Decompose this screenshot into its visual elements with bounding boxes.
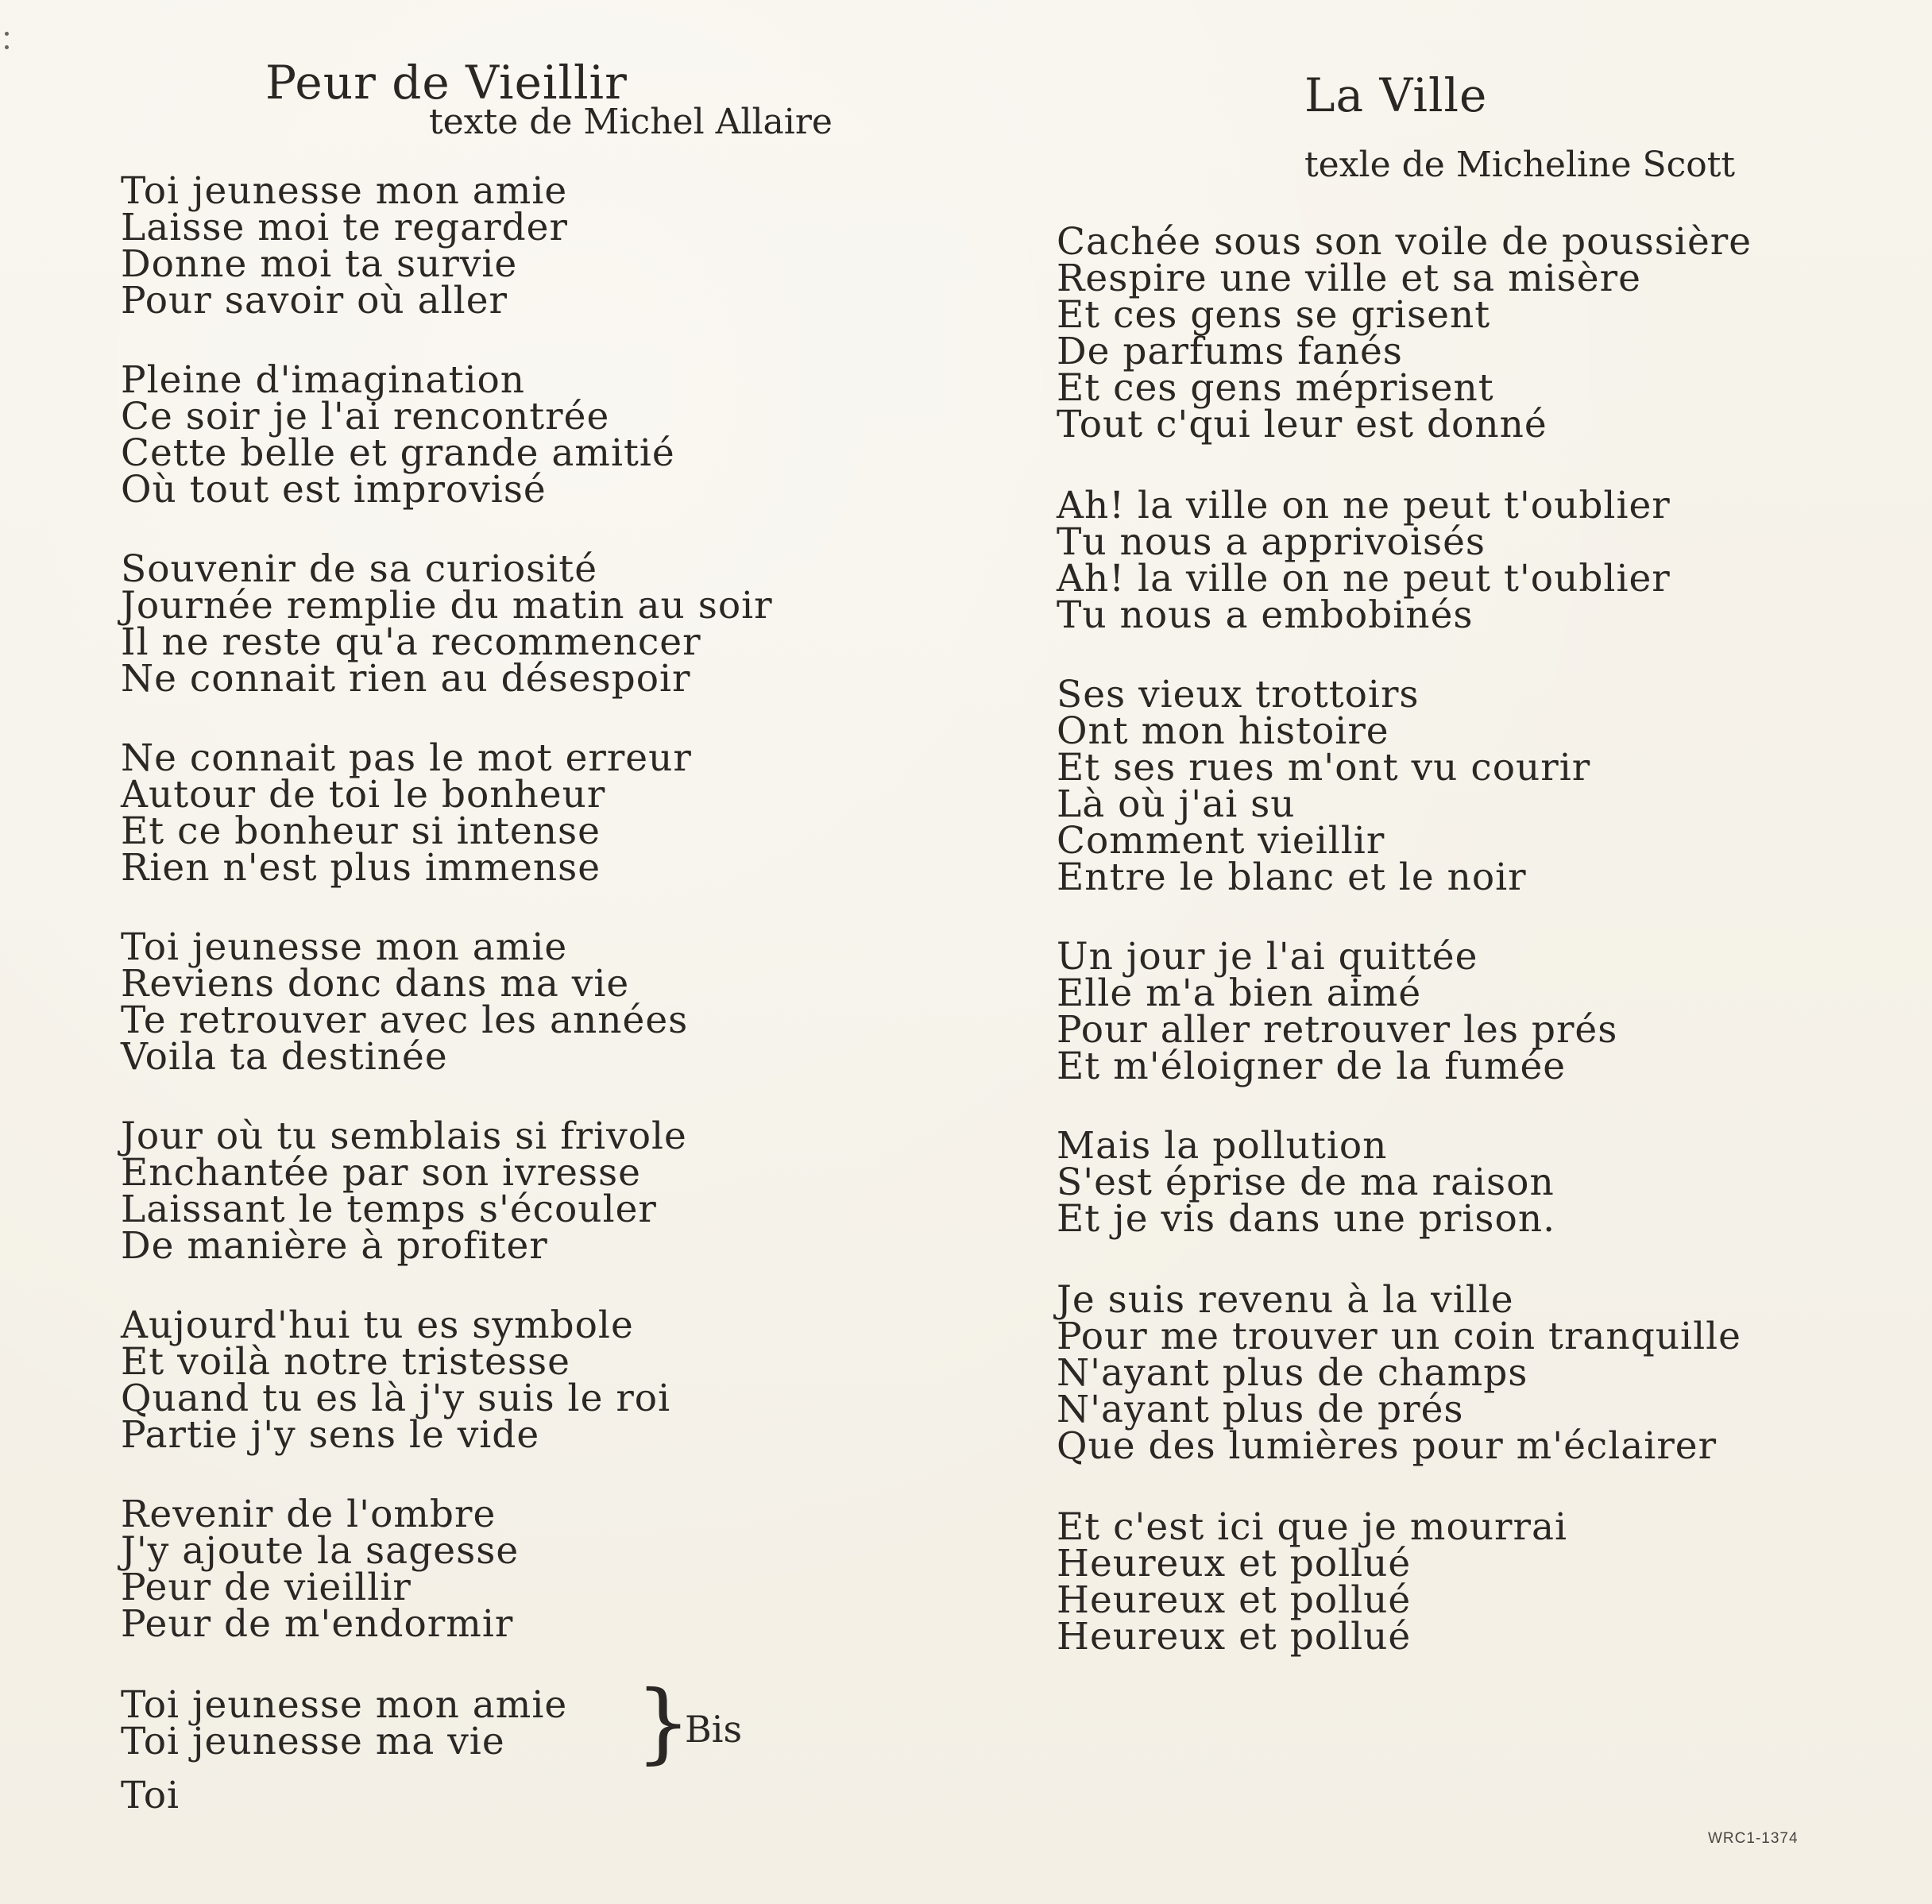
lyric-line: Donne moi ta survie	[121, 242, 518, 286]
lyric-line: Et ses rues m'ont vu courir	[1057, 746, 1591, 790]
lyric-line: Jour où tu semblais si frivole	[121, 1114, 687, 1158]
right-song-title: La Ville	[1304, 68, 1488, 122]
stanza	[121, 1114, 687, 1268]
lyric-line: Que des lumières pour m'éclairer	[1057, 1424, 1718, 1468]
lyric-line: S'est éprise de ma raison	[1057, 1161, 1555, 1204]
refrain-bis-block	[121, 1671, 836, 1846]
lyric-line: De parfums fanés	[1057, 330, 1403, 373]
lyric-line: Souvenir de sa curiosité	[121, 547, 598, 591]
lyric-line: Peur de vieillir	[121, 1566, 412, 1609]
lyric-line: Mais la pollution	[1057, 1124, 1388, 1168]
edge-marks	[5, 32, 13, 64]
bis-label: Bis	[685, 1708, 743, 1751]
right-song-author: texle de Micheline Scott	[1304, 145, 1736, 185]
lyric-line: Ce soir je l'ai rencontrée	[121, 395, 610, 438]
lyric-line: Pleine d'imagination	[121, 358, 526, 402]
stanza	[1057, 935, 1618, 1088]
lyric-line: Heureux et pollué	[1057, 1542, 1412, 1585]
lyric-line: Ah! la ville on ne peut t'oublier	[1057, 557, 1671, 601]
stanza	[1057, 1278, 1741, 1468]
lyric-line: Ses vieux trottoirs	[1057, 673, 1420, 716]
lyric-line: Cette belle et grande amitié	[121, 431, 675, 475]
lyric-line: Un jour je l'ai quittée	[1057, 935, 1478, 979]
lyric-line: Te retrouver avec les années	[121, 998, 689, 1042]
lyric-line: Toi jeunesse mon amie	[121, 1683, 568, 1727]
lyric-line: Pour savoir où aller	[121, 279, 508, 322]
stanza	[1057, 1505, 1568, 1659]
lyric-line: Il ne reste qu'a recommencer	[121, 620, 701, 664]
lyric-line: Et je vis dans une prison.	[1057, 1197, 1556, 1241]
lyric-line: Et ces gens méprisent	[1057, 366, 1494, 410]
lyric-line: Je suis revenu à la ville	[1057, 1278, 1514, 1322]
lyric-line: Tu nous a apprivoisés	[1057, 520, 1486, 564]
lyric-line: Ont mon histoire	[1057, 709, 1389, 753]
stanza	[1057, 1124, 1556, 1241]
lyric-line: Heureux et pollué	[1057, 1578, 1412, 1622]
lyric-line: N'ayant plus de prés	[1057, 1388, 1464, 1431]
lyric-line: Toi jeunesse ma vie	[121, 1720, 505, 1763]
lyric-line: Peur de m'endormir	[121, 1602, 514, 1646]
lyric-line: Et voilà notre tristesse	[121, 1340, 570, 1384]
lyric-line: Voila ta destinée	[121, 1035, 448, 1079]
stanza	[1057, 484, 1671, 637]
lyric-line: Revenir de l'ombre	[121, 1493, 497, 1536]
lyric-line: Toi jeunesse mon amie	[121, 169, 568, 213]
left-song-title: Peur de Vieillir	[265, 56, 628, 110]
brace-mark: }	[636, 1671, 691, 1773]
lyric-line: Toi jeunesse mon amie	[121, 925, 568, 969]
lyric-line: Et c'est ici que je mourrai	[1057, 1505, 1568, 1549]
lyric-line: Aujourd'hui tu es symbole	[121, 1303, 634, 1347]
stanza	[121, 169, 568, 322]
lyric-line: Elle m'a bien aimé	[1057, 971, 1422, 1015]
lyric-line: Rien n'est plus immense	[121, 846, 601, 890]
lyric-line: Quand tu es là j'y suis le roi	[121, 1377, 671, 1420]
stanza	[121, 547, 773, 701]
lyric-line: Reviens donc dans ma vie	[121, 962, 630, 1006]
lyric-line: Laisse moi te regarder	[121, 206, 568, 249]
stanza	[121, 1303, 671, 1457]
lyric-line: Enchantée par son ivresse	[121, 1151, 641, 1195]
lyric-line: Pour me trouver un coin tranquille	[1057, 1315, 1741, 1358]
lyric-line: Cachée sous son voile de poussière	[1057, 220, 1752, 264]
lyric-line: Où tout est improvisé	[121, 468, 547, 512]
lyric-line: Et ce bonheur si intense	[121, 809, 601, 853]
lyric-line: De manière à profiter	[121, 1224, 548, 1268]
lyric-line: Là où j'ai su	[1057, 782, 1296, 826]
lyric-line: Entre le blanc et le noir	[1057, 855, 1527, 899]
lyric-line: Respire une ville et sa misère	[1057, 257, 1641, 300]
lyric-line: Laissant le temps s'écouler	[121, 1188, 657, 1231]
lyric-line: Ah! la ville on ne peut t'oublier	[1057, 484, 1671, 527]
stanza	[1057, 673, 1591, 899]
lyric-line: Partie j'y sens le vide	[121, 1413, 540, 1457]
lyric-line: N'ayant plus de champs	[1057, 1351, 1528, 1395]
lyric-line: Journée remplie du matin au soir	[121, 584, 773, 628]
lyric-line: Pour aller retrouver les prés	[1057, 1008, 1618, 1052]
lyric-line: Toi	[121, 1774, 180, 1817]
lyric-line: Comment vieillir	[1057, 819, 1385, 863]
lyric-line: Tu nous a embobinés	[1057, 593, 1474, 637]
left-song-author: texte de Michel Allaire	[429, 102, 833, 142]
lyric-line: Ne connait rien au désespoir	[121, 657, 691, 701]
stanza	[121, 925, 689, 1079]
stanza	[121, 1493, 520, 1646]
stanza	[1057, 220, 1752, 446]
lyric-line: Heureux et pollué	[1057, 1615, 1412, 1659]
stanza	[121, 736, 692, 890]
lyric-line: Autour de toi le bonheur	[121, 773, 606, 817]
lyric-line: J'y ajoute la sagesse	[121, 1529, 520, 1573]
catalog-number: WRC1-1374	[1708, 1830, 1799, 1847]
lyric-line: Et ces gens se grisent	[1057, 293, 1491, 337]
lyric-line: Et m'éloigner de la fumée	[1057, 1045, 1567, 1088]
lyric-line: Ne connait pas le mot erreur	[121, 736, 692, 780]
lyric-line: Tout c'qui leur est donné	[1057, 403, 1548, 446]
stanza	[121, 358, 675, 512]
